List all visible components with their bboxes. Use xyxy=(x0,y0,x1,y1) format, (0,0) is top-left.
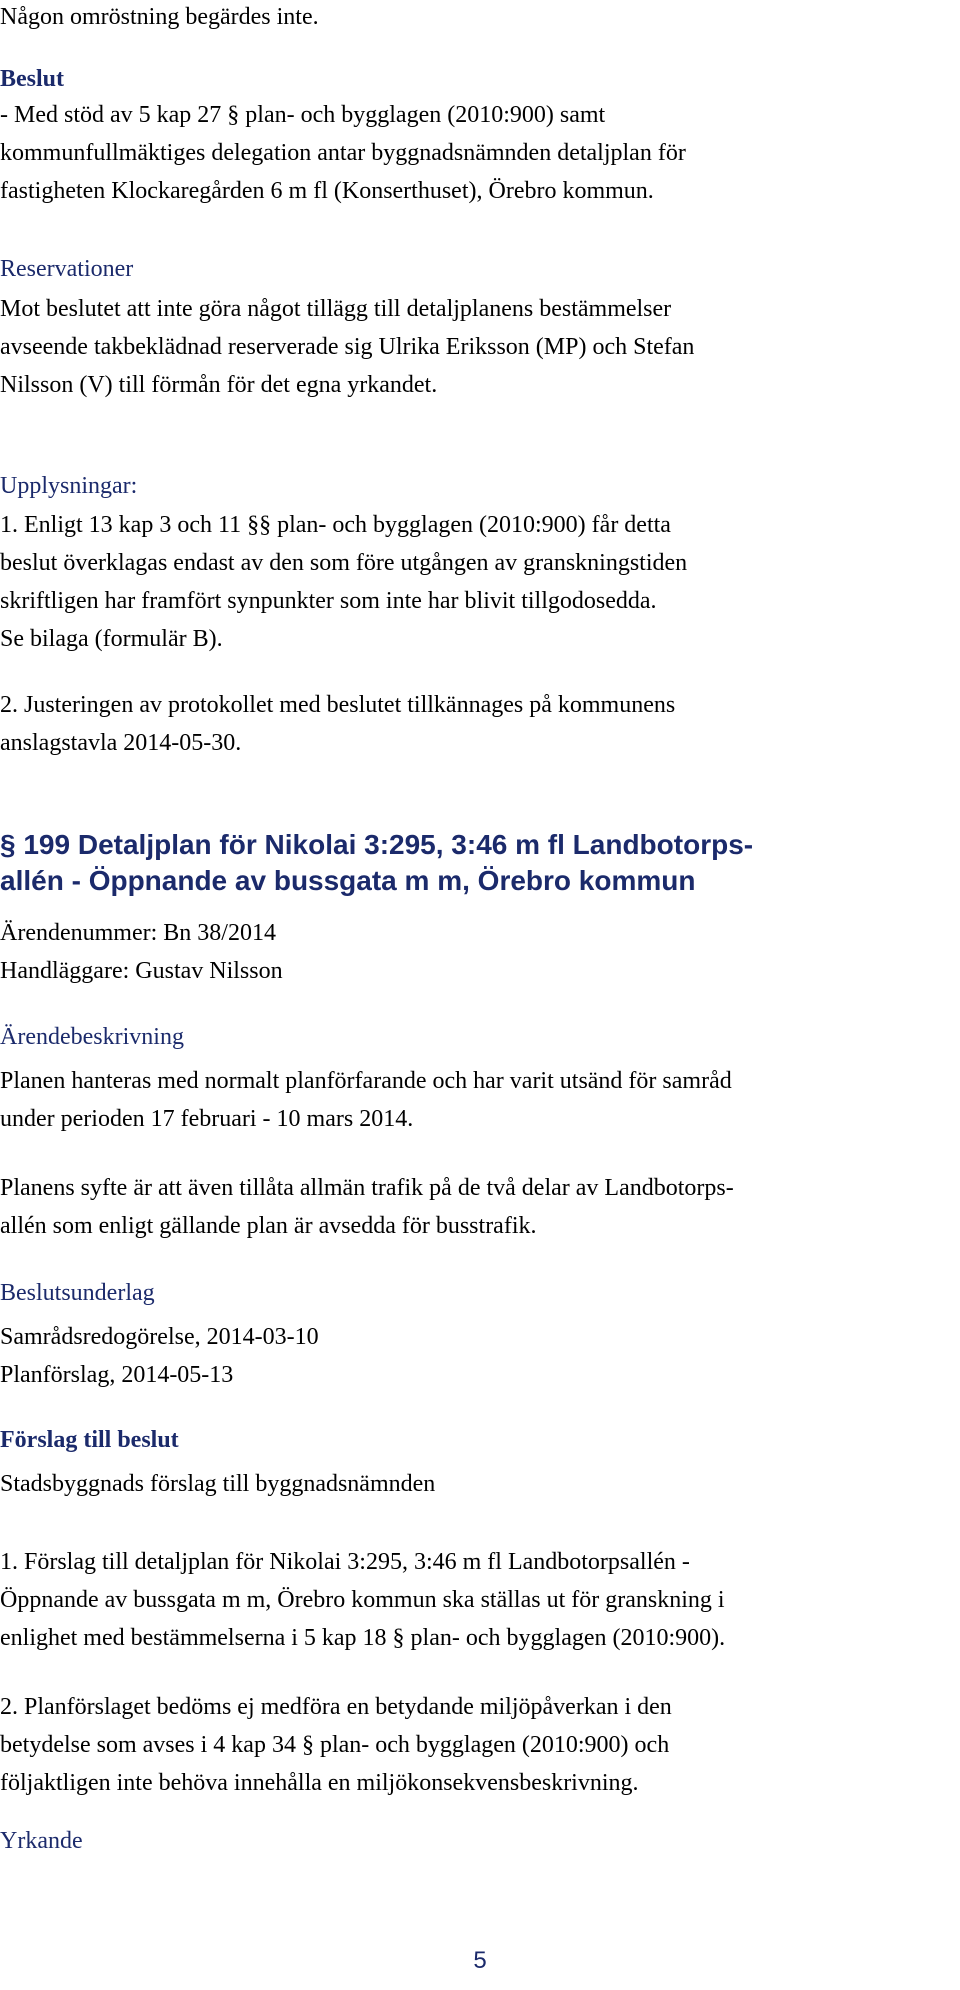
beslut-heading: Beslut xyxy=(0,66,65,92)
proposal-heading: Förslag till beslut xyxy=(0,1427,179,1453)
case-number: Ärendenummer: Bn 38/2014 xyxy=(0,920,276,946)
case-info xyxy=(0,914,958,990)
basis-list: Samrådsredogörelse, 2014-03-10 Planförslag, 2014-05-13 xyxy=(0,1324,319,1388)
beslut-text: - Med stöd av 5 kap 27 § plan- och bygglagen (2010:900) samt kommunfullmäktiges delegation antar byggnadsnämnden detaljplan för fastigheten Klockaregården 6 m fl (Konserthuset), Örebro kommun. xyxy=(0,102,686,204)
upplysningar-heading: Upplysningar: xyxy=(0,473,138,499)
description-paragraph-2: Planens syfte är att även tillåta allmän trafik på de två delar av Landbotorps- allén som enligt gällande plan är avsedda för busstrafik. xyxy=(0,1175,734,1239)
vote-note: Någon omröstning begärdes inte. xyxy=(0,4,319,30)
page-number: 5 xyxy=(473,1947,487,1974)
proposal-item-1: 1. Förslag till detaljplan för Nikolai 3:295, 3:46 m fl Landbotorpsallén - Öppnande av bussgata m m, Örebro kommun ska ställas ut för granskning i enlighet med bestämmelserna i 5 kap 18 § plan- och bygglagen (2010:900). xyxy=(0,1549,726,1651)
yrkande-heading: Yrkande xyxy=(0,1828,83,1854)
upplysningar-item-1: 1. Enligt 13 kap 3 och 11 §§ plan- och bygglagen (2010:900) får detta beslut överklagas endast av den som före utgången av granskningstiden skriftligen har framfört synpunkter som inte har blivit tillgodosedda. Se bilaga (formulär B). xyxy=(0,512,688,652)
description-paragraph-1: Planen hanteras med normalt planförfarande och har varit utsänd för samråd under perioden 17 februari - 10 mars 2014. xyxy=(0,1068,732,1132)
basis-heading: Beslutsunderlag xyxy=(0,1280,155,1306)
proposal-item-2: 2. Planförslaget bedöms ej medföra en betydande miljöpåverkan i den betydelse som avses i 4 kap 34 § plan- och bygglagen (2010:900) och följaktligen inte behöva innehålla en miljökonsekvensbeskrivning. xyxy=(0,1694,672,1796)
reservationer-heading: Reservationer xyxy=(0,256,134,282)
proposal-intro: Stadsbyggnads förslag till byggnadsnämnden xyxy=(0,1471,436,1497)
upplysningar-item-2: 2. Justeringen av protokollet med beslutet tillkännages på kommunens anslagstavla 2014-05-30. xyxy=(0,692,676,756)
section-title: § 199 Detaljplan för Nikolai 3:295, 3:46 m fl Landbotorps- allén - Öppnande av bussgata m m, Örebro kommun xyxy=(0,829,754,896)
reservationer-text: Mot beslutet att inte göra något tillägg till detaljplanens bestämmelser avseende takbeklädnad reserverade sig Ulrika Eriksson (MP) och Stefan Nilsson (V) till förmån för det egna yrkandet. xyxy=(0,296,695,398)
case-handler: Handläggare: Gustav Nilsson xyxy=(0,958,283,984)
description-heading: Ärendebeskrivning xyxy=(0,1024,184,1050)
